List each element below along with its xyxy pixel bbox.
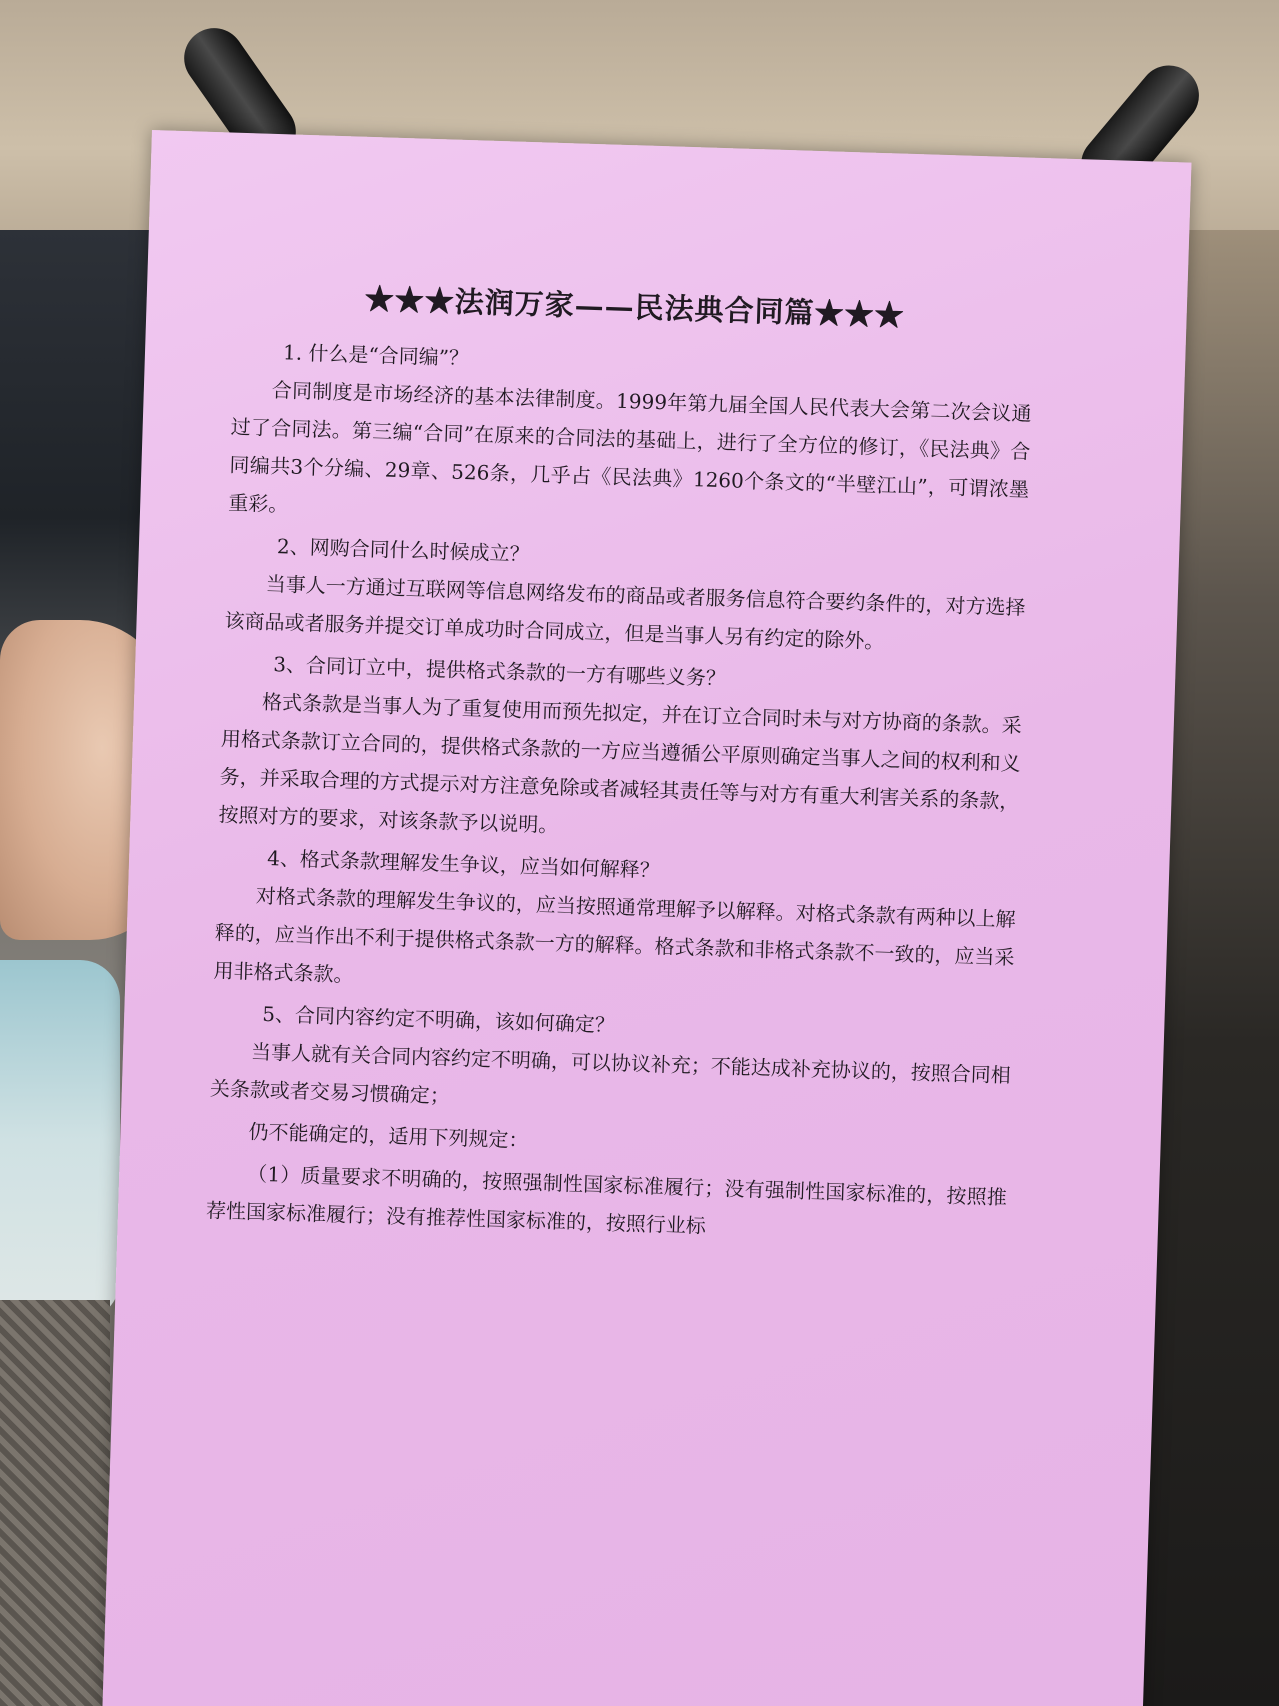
- section-question: 5、合同内容约定不明确，该如何确定？: [261, 1001, 616, 1037]
- section-question: 4、格式条款理解发生争议，应当如何解释？: [266, 845, 661, 883]
- section-paragraph: 当事人就有关合同内容约定不明确，可以协议补充；不能达成补充协议的，按照合同相关条款或者交易习惯确定；: [209, 1039, 1012, 1108]
- section-5: [205, 993, 1012, 1254]
- pink-paper-sheet: [101, 130, 1192, 1706]
- document-title: ★★★法润万家——民法典合同篇★★★: [364, 281, 906, 333]
- section-paragraph: 合同制度是市场经济的基本法律制度。1999年第九届全国人民代表大会第二次会议通过了合同法。第三编“合同”在原来的合同法的基础上，进行了全方位的修订，《民法典》合同编共3个分编、29章、526条，几乎占《民法典》1260个条文的“半壁江山”，可谓浓墨重彩。: [227, 377, 1032, 517]
- section-2: [224, 526, 1027, 665]
- knit-fabric: [0, 1300, 110, 1706]
- sleeve: [0, 960, 120, 1320]
- section-paragraph: 仍不能确定的，适用下列规定：: [248, 1119, 529, 1153]
- section-paragraph: 格式条款是当事人为了重复使用而预先拟定，并在订立合同时未与对方协商的条款。采用格式条款订立合同的，提供格式条款的一方应当遵循公平原则确定当事人之间的权利和义务，并采取合理的方式提示对方注意免除或者减轻其责任等与对方有重大利害关系的条款，按照对方的要求，对该条款予以说明。: [218, 689, 1023, 838]
- section-question: 3、合同订立中，提供格式条款的一方有哪些义务？: [272, 652, 727, 691]
- section-4: [213, 837, 1017, 1014]
- section-paragraph: （1）质量要求不明确的，按照强制性国家标准履行；没有强制性国家标准的，按照推荐性国家标准履行；没有推荐性国家标准的，按照行业标: [205, 1161, 1008, 1238]
- section-paragraph: 对格式条款的理解发生争议的，应当按照通常理解予以解释。对格式条款有两种以上解释的，应当作出不利于提供格式条款一方的解释。格式条款和非格式条款不一致的，应当采用非格式条款。: [213, 883, 1017, 987]
- section-paragraph: 当事人一方通过互联网等信息网络发布的商品或者服务信息符合要约条件的，对方选择该商品或者服务并提交订单成功时合同成立，但是当事人另有约定的除外。: [224, 571, 1026, 654]
- section-3: [218, 644, 1024, 859]
- section-1: [228, 332, 1034, 547]
- document-body: [205, 273, 1035, 1259]
- section-question: 2、网购合同什么时候成立？: [276, 534, 530, 567]
- section-question: 1. 什么是“合同编”？: [282, 340, 470, 371]
